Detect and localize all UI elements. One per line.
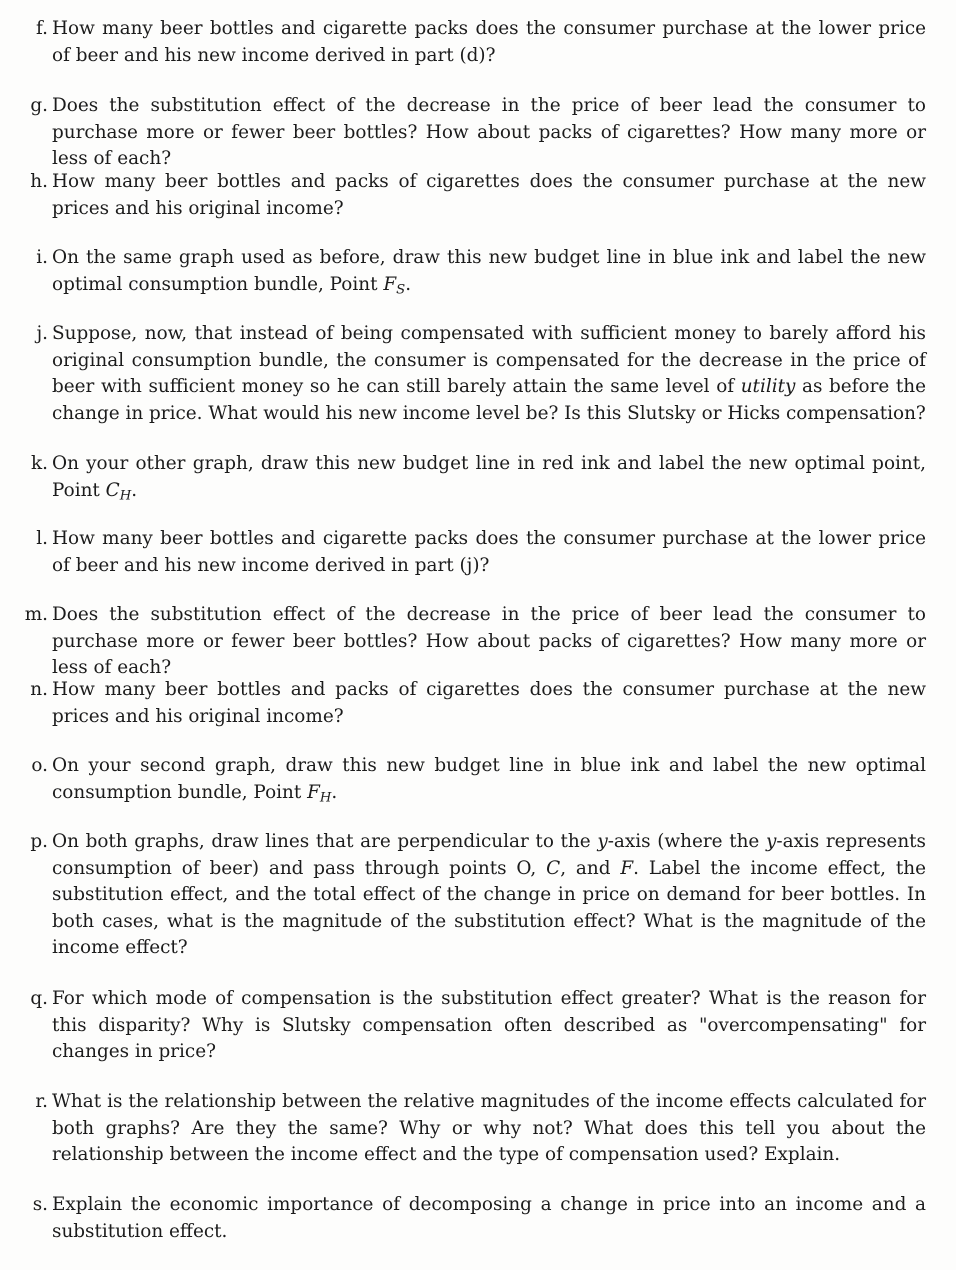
question-k	[14, 451, 926, 510]
question-text	[52, 451, 926, 510]
question-text	[52, 829, 926, 962]
question-f	[14, 16, 926, 69]
question-p	[14, 829, 926, 962]
question-r	[14, 1089, 926, 1169]
question-letter: o.	[31, 755, 48, 776]
point-subscript: H	[319, 790, 332, 806]
math-variable: y	[597, 831, 608, 852]
question-text-part: On the same graph used as before, draw this new budget line in blue ink and label the new optimal consumption bundle, Point	[52, 247, 926, 295]
question-letter: r.	[35, 1091, 48, 1112]
question-o	[14, 753, 926, 812]
question-l	[14, 526, 926, 579]
question-letter: i.	[36, 247, 48, 268]
point-subscript: H	[119, 488, 132, 504]
question-text-part: Suppose, now, that instead of being compensated with sufficient money to barely afford his original consumption bundle, the consumer is compensated for the decrease in the price of beer with sufficient money so he can still barely attain the same level of	[52, 323, 926, 397]
question-text: What is the relationship between the relative magnitudes of the income effects calculated for both graphs? Are they the same? Why or why not? What does this tell you about the relationship between the income effect and the type of compensation used? Explain.	[52, 1091, 926, 1165]
math-variable: F	[620, 857, 634, 879]
question-letter: m.	[24, 604, 48, 625]
question-text-part: On your second graph, draw this new budget line in blue ink and label the new optimal consumption bundle, Point	[52, 755, 926, 803]
question-letter: s.	[32, 1194, 48, 1215]
question-text: Explain the economic importance of decomposing a change in price into an income and a substitution effect.	[52, 1194, 926, 1242]
question-q	[14, 986, 926, 1066]
question-text-part: as before the change in price. What would his new income level be? Is this Slutsky or Hicks compensation?	[52, 376, 926, 424]
question-text	[52, 753, 926, 812]
point-label: F	[307, 781, 320, 803]
question-letter: n.	[30, 679, 48, 700]
question-j	[14, 321, 926, 427]
question-text-part: On your other graph, draw this new budget line in red ink and label the new optimal point, Point	[52, 453, 926, 501]
question-text: Does the substitution effect of the decrease in the price of beer lead the consumer to purchase more or fewer beer bottles? How about packs of cigarettes? How many more or less of each?	[52, 604, 926, 678]
question-g	[14, 93, 926, 173]
question-m	[14, 602, 926, 682]
question-i	[14, 245, 926, 304]
question-letter: p.	[30, 831, 48, 852]
question-text: How many beer bottles and cigarette packs does the consumer purchase at the lower price of beer and his new income derived in part (j)?	[52, 528, 926, 576]
question-text-part: .	[331, 781, 338, 803]
question-text-part: . Label the income effect, the substitution effect, and the total effect of the change in price on demand for beer bottles. In both cases, what is the magnitude of the substitution effect? What is the magnitude of the income effect?	[52, 857, 926, 958]
question-text-part: On both graphs, draw lines that are perpendicular to the	[52, 831, 598, 852]
question-text	[52, 321, 926, 427]
question-h	[14, 169, 926, 222]
question-text-part: .	[131, 479, 138, 501]
point-subscript: S	[396, 282, 406, 298]
question-text: How many beer bottles and packs of cigarettes does the consumer purchase at the new prices and his original income?	[52, 679, 926, 727]
math-variable: y	[765, 831, 777, 852]
question-text-part: -axis (where the	[607, 831, 766, 852]
question-letter: k.	[31, 453, 48, 474]
emphasis-utility: utility	[740, 376, 796, 397]
question-n	[14, 677, 926, 730]
question-letter: j.	[36, 323, 48, 344]
question-text: Does the substitution effect of the decrease in the price of beer lead the consumer to purchase more or fewer beer bottles? How about packs of cigarettes? How many more or less of each?	[52, 95, 926, 169]
question-letter: f.	[36, 18, 48, 39]
question-text-part: -axis represents consumption of beer) and pass through points O,	[52, 831, 926, 879]
question-text-part: .	[405, 273, 412, 295]
question-letter: h.	[30, 171, 48, 192]
question-letter: g.	[30, 95, 48, 116]
question-text: How many beer bottles and cigarette packs does the consumer purchase at the lower price of beer and his new income derived in part (d)?	[52, 18, 926, 66]
question-text: How many beer bottles and packs of cigarettes does the consumer purchase at the new prices and his original income?	[52, 171, 926, 219]
math-variable: C	[546, 857, 561, 879]
question-letter: l.	[36, 528, 48, 549]
point-label: F	[383, 273, 397, 295]
question-text-part: , and	[560, 857, 621, 879]
question-s	[14, 1192, 926, 1245]
question-text	[52, 245, 926, 304]
point-label: C	[105, 479, 120, 501]
question-letter: q.	[30, 988, 48, 1009]
question-text: For which mode of compensation is the substitution effect greater? What is the reason for this disparity? Why is Slutsky compensation often described as "overcompensating" for changes in price?	[52, 988, 926, 1062]
